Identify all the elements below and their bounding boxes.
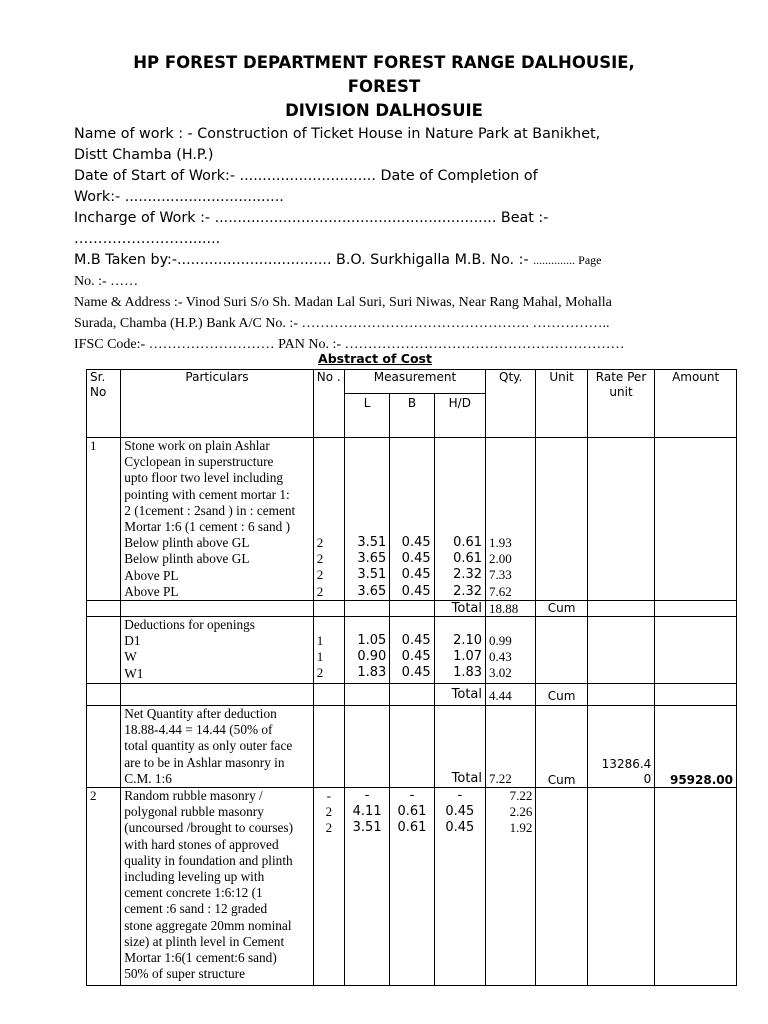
item1-l-3: 3.51 [357,567,387,583]
item2-sr: 2 [87,788,121,986]
item2-l [344,788,389,986]
deductions-heading: Deductions for openings [124,617,255,633]
empty-cell [121,684,313,706]
empty-cell [87,601,121,617]
col-no: No . [313,370,344,438]
item1-qty-3: 7.33 [489,567,512,583]
item2-l-3: 3.51 [352,820,382,836]
deduction-b-3: 0.45 [401,665,431,681]
net-desc-2: 18.88-4.44 = 14.44 (50% of [124,722,273,738]
mb-taken-text: M.B Taken by:-.................................. B.O. Surkhigalla M.B. No. :- [74,252,534,268]
deduction-hd-1: 2.10 [453,633,483,649]
item2-desc-5: quality in foundation and plinth [124,852,293,868]
item2-no-2: 2 [325,804,333,820]
deduction-l-3: 1.83 [357,665,387,681]
item1-hd-4: 2.32 [453,583,483,599]
item2-desc-10: size) at plinth level in Cement [124,933,285,949]
net-desc-4: are to be in Ashlar masonry in [124,754,285,770]
deduction-b-1: 0.45 [401,633,431,649]
item1-sr: 1 [87,438,121,601]
name-of-work: Name of work : - Construction of Ticket House in Nature Park at Banikhet, [74,126,601,142]
empty-cell [587,601,655,617]
item1-no-2: 2 [316,551,324,567]
item1-no-4: 2 [316,583,324,599]
deductions-total-qty: 4.44 [486,684,536,706]
net-desc-3: total quantity as only outer face [124,738,293,754]
mb-taken-by [74,250,677,271]
item1-b-1: 0.45 [401,535,431,550]
net-qty: 7.22 [486,706,536,788]
col-rate: Rate Per unit [587,370,655,438]
item2-b [390,788,434,986]
empty-cell [87,684,121,706]
deductions-l [344,617,389,684]
item2-desc-3: (uncoursed /brought to courses) [124,820,294,836]
net-desc-1: Net Quantity after deduction [124,706,277,722]
item2-desc-12: 50% of super structure [124,966,245,982]
deductions-total-unit: Cum [536,684,587,706]
doc-title-line3: DIVISION DALHOSUIE [285,101,483,120]
net-unit: Cum [536,706,587,788]
empty-cell [655,684,737,706]
item2-no-3: 2 [325,820,333,836]
item1-qty-2: 2.00 [489,551,512,567]
deduction-w1-label: W1 [124,665,144,681]
col-qty: Qty. [486,370,536,438]
net-rate [587,706,655,788]
item1-desc-1: Stone work on plain Ashlar [124,438,270,453]
item2-desc-8: cement :6 sand : 12 graded [124,901,268,917]
item1-l [344,438,389,601]
item2-b-2: 0.61 [397,804,427,820]
item1-no [313,438,344,601]
col-measurement: Measurement [344,370,485,394]
incharge-of-work: Incharge of Work :- .............................................................. Beat :- [74,210,549,226]
item1-hd-1: 0.61 [453,535,483,550]
col-l: L [344,394,389,438]
item1-no-3: 2 [316,567,324,583]
empty-cell [536,788,587,986]
item1-l-2: 3.65 [357,551,387,567]
name-of-work-cont: Distt Chamba (H.P.) [74,147,214,163]
item2-l-1: - [364,788,370,804]
item1-row1-label: Below plinth above GL [124,535,250,551]
item1-desc-6: Mortar 1:6 (1 cement : 6 sand ) [124,519,291,535]
deduction-hd-3: 1.83 [453,665,483,681]
empty-cell [587,788,655,986]
col-amount: Amount [655,370,737,438]
deduction-qty-1: 0.99 [489,633,512,649]
item1-b-2: 0.45 [401,551,431,567]
name-address: Name & Address :- Vinod Suri S/o Sh. Madan Lal Suri, Suri Niwas, Near Rang Mahal, Mohalla [74,295,612,310]
empty-cell [390,706,434,788]
deductions-b [390,617,434,684]
deductions-total-label: Total [434,684,485,706]
empty-cell [536,617,587,684]
deductions-qty [486,617,536,684]
item1-desc-2: Cyclopean in superstructure [124,454,274,470]
item1-desc-5: 2 (1cement : 2sand ) in : cement [124,502,296,518]
empty-cell [87,706,121,788]
table-row-item2 [87,788,737,986]
name-address-cont: Surada, Chamba (H.P.) Bank A/C No. :- …………………………………………. …………….. [74,316,610,331]
item2-b-3: 0.61 [397,820,427,836]
empty-cell [655,788,737,986]
item2-qty [486,788,536,986]
deduction-no-3: 2 [316,665,324,681]
item2-qty-2: 2.26 [509,804,533,820]
deduction-no-2: 1 [316,649,324,665]
item1-amount [655,438,737,601]
net-amount: 95928.00 [655,706,737,788]
incharge-of-work-cont: ……………………....... [74,231,221,247]
item2-qty-3: 1.92 [509,820,533,836]
item1-row4-label: Above PL [124,583,179,599]
ifsc-pan: IFSC Code:- ……………………… PAN No. :- …………………………………………………… [74,337,625,352]
date-of-start-cont: Work:- ................................... [74,189,284,205]
item2-qty-1: 7.22 [509,788,533,804]
net-rate-part2: 0 [643,772,652,787]
date-of-start: Date of Start of Work:- .............................. Date of Completion of [74,168,538,184]
item2-b-1: - [409,788,415,804]
item1-b-3: 0.45 [401,567,431,583]
item1-desc-3: upto floor two level including [124,470,284,486]
item1-l-1: 3.51 [357,535,387,550]
item1-qty-4: 7.62 [489,583,512,599]
empty-cell [655,601,737,617]
col-unit: Unit [536,370,587,438]
empty-cell [344,601,389,617]
item2-hd-1: - [457,788,463,804]
item1-l-4: 3.65 [357,583,387,599]
empty-cell [313,706,344,788]
item1-hd [434,438,485,601]
empty-cell [313,684,344,706]
empty-cell [344,706,389,788]
item2-desc-2: polygonal rubble masonry [124,804,264,820]
doc-title-line2: FOREST [347,77,421,96]
empty-cell [390,684,434,706]
col-b: B [390,394,434,438]
item2-particulars [121,788,313,986]
table-row-net-quantity [87,706,737,788]
empty-cell [121,601,313,617]
abstract-table [86,369,737,986]
abstract-title: Abstract of Cost [318,351,432,366]
item2-no-1: - [326,788,331,804]
item1-total-label: Total [434,601,485,617]
empty-cell [87,617,121,684]
item1-hd-3: 2.32 [453,567,483,583]
deduction-b-2: 0.45 [401,649,431,665]
net-particulars [121,706,313,788]
item1-hd-2: 0.61 [453,551,483,567]
item1-total-unit: Cum [536,601,587,617]
item2-no [313,788,344,986]
page-dots: .............. Page [533,253,602,267]
item2-desc-11: Mortar 1:6(1 cement:6 sand) [124,950,277,966]
deduction-hd-2: 1.07 [453,649,483,665]
item1-particulars [121,438,313,601]
empty-cell [655,617,737,684]
item1-no-1: 2 [316,535,324,550]
table-row-deductions [87,617,737,684]
table-row-item1 [87,438,737,601]
col-hd: H/D [434,394,485,438]
empty-cell [313,601,344,617]
empty-cell [587,684,655,706]
deduction-qty-2: 0.43 [489,649,512,665]
item2-hd-2: 0.45 [445,804,475,820]
net-desc-5: C.M. 1:6 [124,770,172,786]
deductions-particulars [121,617,313,684]
page-no: No. :- …… [74,274,139,289]
item1-row2-label: Below plinth above GL [124,551,250,567]
item2-hd [434,788,485,986]
deductions-no [313,617,344,684]
item1-unit [536,438,587,601]
item2-desc-7: cement concrete 1:6:12 (1 [124,885,263,901]
deduction-l-1: 1.05 [357,633,387,649]
net-rate-part1: 13286.4 [601,757,652,772]
deduction-l-2: 0.90 [357,649,387,665]
doc-title-line1: HP FOREST DEPARTMENT FOREST RANGE DALHOUSIE, [133,53,635,72]
deduction-w-label: W [124,649,137,665]
item1-b-4: 0.45 [401,583,431,599]
empty-cell [390,601,434,617]
deduction-d1-label: D1 [124,633,141,649]
item1-qty [486,438,536,601]
table-header-row [87,370,737,394]
item2-desc-6: including leveling up with [124,869,265,885]
item2-desc-1: Random rubble masonry / [124,788,263,804]
col-sr-no: Sr. No [87,370,121,438]
col-particulars: Particulars [121,370,313,438]
deduction-no-1: 1 [316,633,324,649]
item1-row3-label: Above PL [124,567,179,583]
item1-total-row [87,601,737,617]
item1-b [390,438,434,601]
item1-total-qty: 18.88 [486,601,536,617]
deductions-hd [434,617,485,684]
item2-hd-3: 0.45 [445,820,475,836]
work-details [74,124,677,355]
item1-qty-1: 1.93 [489,535,512,550]
item1-rate [587,438,655,601]
deduction-qty-3: 3.02 [489,665,512,681]
empty-cell [587,617,655,684]
item2-l-2: 4.11 [352,804,382,820]
item1-desc-4: pointing with cement mortar 1: [124,486,290,502]
net-total-label: Total [434,706,485,788]
item2-desc-9: stone aggregate 20mm nominal [124,917,292,933]
deductions-total-row [87,684,737,706]
item2-desc-4: with hard stones of approved [124,836,279,852]
empty-cell [344,684,389,706]
